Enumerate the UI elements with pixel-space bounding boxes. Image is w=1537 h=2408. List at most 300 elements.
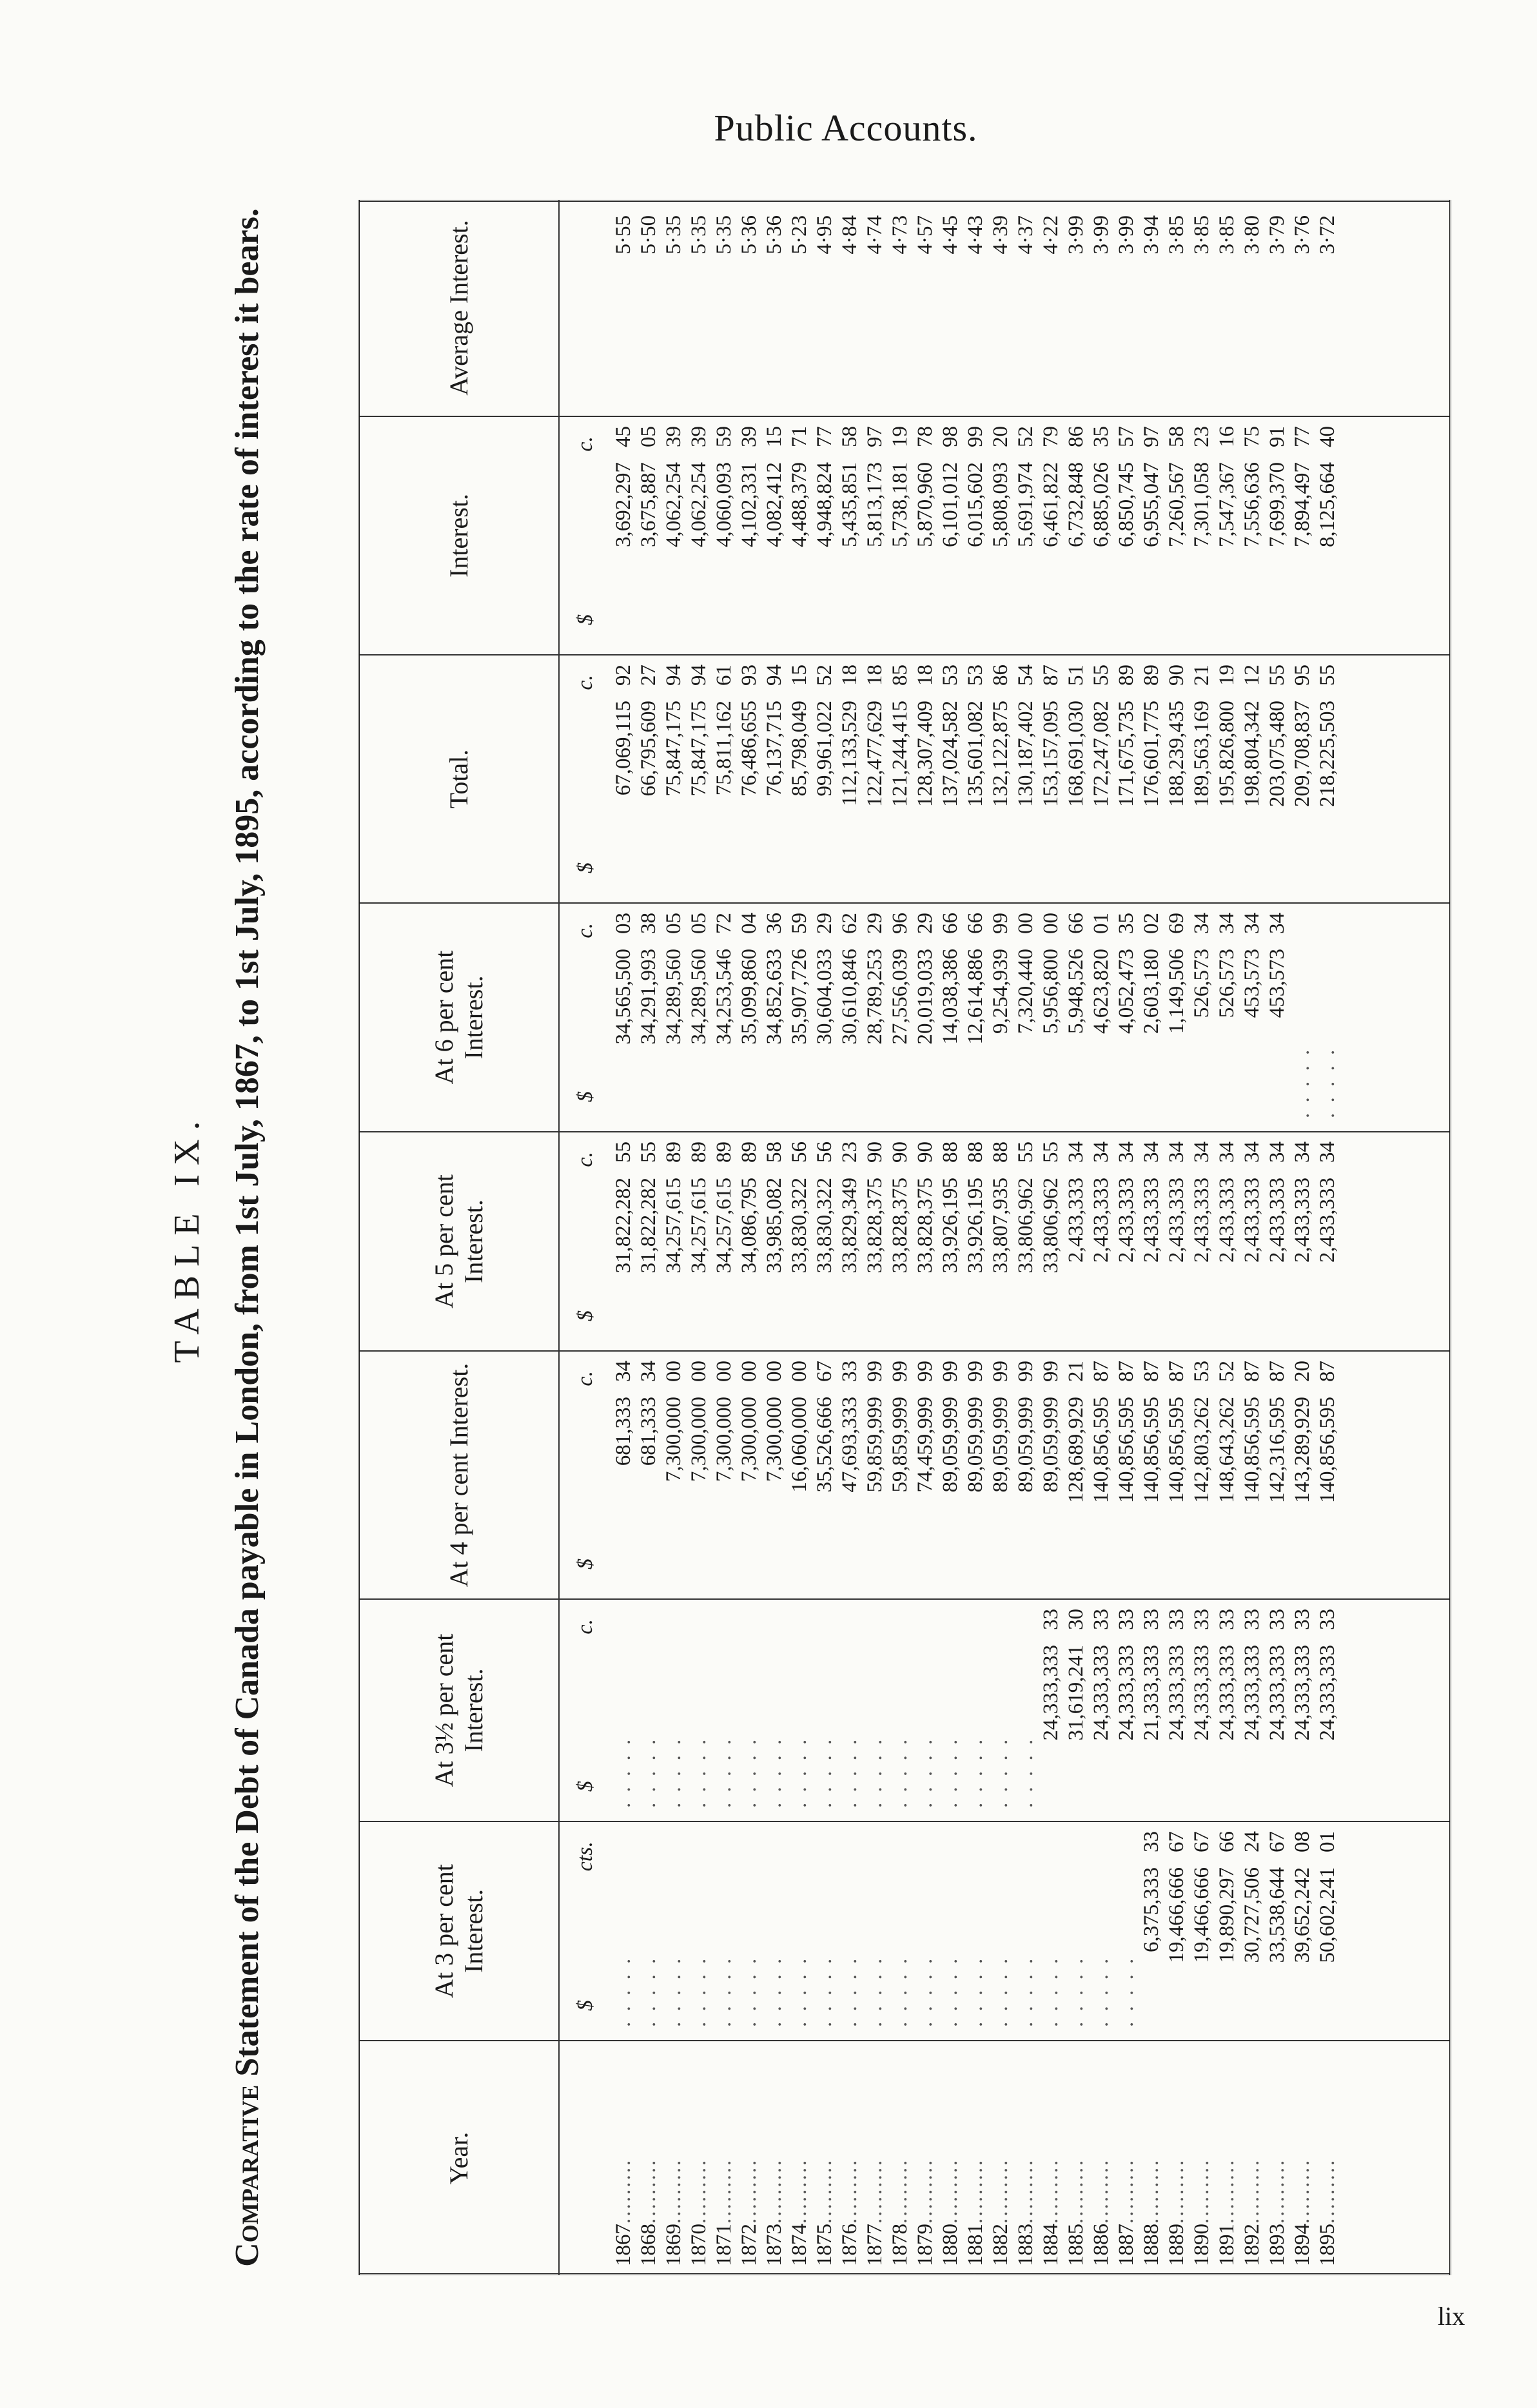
- dollars-value: 31,822,282: [612, 1178, 635, 1274]
- average-value: 3·80: [1240, 215, 1264, 255]
- p3-row: [1215, 1822, 1240, 2040]
- p6-row: [787, 904, 812, 1131]
- cents-value: 87: [1090, 1361, 1113, 1382]
- p35-row: [863, 1600, 888, 1821]
- p3-row: [938, 1822, 963, 2040]
- cents-value: 53: [1190, 1361, 1213, 1382]
- average-row: [863, 200, 888, 416]
- average-value: 3·85: [1165, 215, 1188, 255]
- dollars-value: 20,019,033: [914, 949, 937, 1045]
- total-row: [611, 655, 636, 902]
- cents-value: 24: [1240, 1831, 1264, 1852]
- empty-leader: . . . . .: [637, 1956, 660, 2027]
- 6-percent-cells: [611, 904, 1340, 1131]
- cents-value: 23: [838, 1141, 861, 1163]
- year-label: 1872: [738, 2224, 761, 2266]
- p6-row: [687, 904, 712, 1131]
- p35-row: [762, 1600, 787, 1821]
- p4-row: [787, 1352, 812, 1598]
- empty-leader: . . . . .: [788, 1736, 811, 1808]
- dollars-value: 7,547,367: [1215, 462, 1238, 547]
- dollars-value: 31,822,282: [637, 1178, 660, 1274]
- dollars-value: 153,157,095: [1039, 701, 1062, 807]
- dollars-value: 135,601,082: [964, 701, 987, 807]
- empty-leader: . . . . .: [612, 1956, 635, 2027]
- cents-value: 52: [1014, 426, 1037, 447]
- average-row: [1089, 200, 1114, 416]
- average-row: [812, 200, 837, 416]
- dollars-value: 7,894,497: [1291, 462, 1314, 547]
- dollars-value: 122,477,629: [863, 701, 886, 807]
- cents-value: 34: [1115, 1141, 1138, 1163]
- total-row: [1013, 655, 1039, 902]
- p6-row: [1089, 904, 1114, 1131]
- cents-value: 34: [1215, 913, 1238, 934]
- p35-row: [938, 1600, 963, 1821]
- dollars-value: 34,257,615: [687, 1178, 710, 1274]
- cents-value: 89: [712, 1141, 736, 1163]
- dollars-value: 5,435,851: [838, 462, 861, 547]
- empty-leader: . . . . .: [712, 1736, 736, 1808]
- dollars-value: 5,813,173: [863, 462, 886, 547]
- empty-leader: . . . . .: [813, 1736, 836, 1808]
- cents-value: 33: [838, 1361, 861, 1382]
- dollars-value: 2,433,333: [1240, 1178, 1264, 1263]
- dollars-value: 2,603,180: [1140, 949, 1163, 1034]
- dollars-value: 5,691,974: [1014, 462, 1037, 547]
- year-cell: [913, 2041, 938, 2275]
- cents-value: 21: [1190, 665, 1213, 686]
- cents-value: 52: [813, 665, 836, 686]
- empty-leader: . . . . .: [788, 1956, 811, 2027]
- average-row: [1064, 200, 1089, 416]
- cents-value: 75: [1240, 426, 1264, 447]
- leader-dots: .........: [914, 2158, 937, 2224]
- empty-leader: . . . . .: [914, 1736, 937, 1808]
- cents-value: 56: [788, 1141, 811, 1163]
- p5-row: [963, 1132, 988, 1350]
- year-cell: [863, 2041, 888, 2275]
- year-label: 1880: [939, 2224, 962, 2266]
- cents-value: 16: [1215, 426, 1238, 447]
- dollars-value: 140,856,595: [1090, 1397, 1113, 1503]
- p35-row: [1164, 1600, 1189, 1821]
- cents-value: 35: [1115, 913, 1138, 934]
- year-label: 1885: [1064, 2224, 1088, 2266]
- column-units-interest: $ c.: [573, 436, 597, 625]
- interest-row: [1265, 417, 1290, 654]
- dollars-value: 89,059,999: [1014, 1397, 1037, 1493]
- cents-value: 52: [1215, 1361, 1238, 1382]
- p4-row: [837, 1352, 863, 1598]
- cents-value: 00: [662, 1361, 685, 1382]
- debt-table: [358, 200, 1451, 2275]
- cents-value: 57: [1115, 426, 1138, 447]
- cents-value: 34: [612, 1361, 635, 1382]
- leader-dots: .........: [1039, 2158, 1062, 2224]
- year-cells: [611, 2041, 1340, 2275]
- dollars-value: 681,333: [612, 1397, 635, 1466]
- year-label: 1879: [914, 2224, 937, 2266]
- p3-row: [611, 1822, 636, 2040]
- total-cells: [611, 655, 1340, 902]
- cents-value: 87: [1316, 1361, 1339, 1382]
- cents-value: 45: [612, 426, 635, 447]
- dollars-value: 5,870,960: [914, 462, 937, 547]
- p35-row: [1013, 1600, 1039, 1821]
- dollars-value: 4,082,412: [763, 462, 786, 547]
- cents-value: 67: [813, 1361, 836, 1382]
- cents-value: 30: [1064, 1609, 1088, 1630]
- leader-dots: .........: [687, 2158, 710, 2224]
- p5-row: [712, 1132, 737, 1350]
- cents-value: 86: [989, 665, 1012, 686]
- average-row: [1215, 200, 1240, 416]
- empty-leader: . . . . .: [1014, 1736, 1037, 1808]
- p35-row: [1139, 1600, 1164, 1821]
- p35-row: [913, 1600, 938, 1821]
- dollars-value: 188,239,435: [1165, 701, 1188, 807]
- dollars-value: 33,926,195: [939, 1178, 962, 1274]
- dollars-value: 3,675,887: [637, 462, 660, 547]
- cents-value: 87: [1039, 665, 1062, 686]
- empty-leader: . . . . .: [712, 1956, 736, 2027]
- p3-row: [1164, 1822, 1189, 2040]
- cents-value: 34: [1240, 1141, 1264, 1163]
- total-row: [1089, 655, 1114, 902]
- p35-row: [963, 1600, 988, 1821]
- total-row: [1039, 655, 1064, 902]
- average-cells: [611, 200, 1340, 416]
- column-3-5-percent: [360, 1598, 1449, 1821]
- dollars-value: 3,692,297: [612, 462, 635, 547]
- year-label: 1877: [863, 2224, 886, 2266]
- dollars-value: 209,708,837: [1291, 701, 1314, 807]
- dollars-value: 218,225,503: [1316, 701, 1339, 807]
- p5-row: [611, 1132, 636, 1350]
- p35-row: [787, 1600, 812, 1821]
- year-cell: [1215, 2041, 1240, 2275]
- dollars-value: 4,623,820: [1090, 949, 1113, 1034]
- dollars-value: 7,556,636: [1240, 462, 1264, 547]
- average-row: [787, 200, 812, 416]
- average-value: 3·85: [1190, 215, 1213, 255]
- year-cell: [837, 2041, 863, 2275]
- dollars-value: 33,807,935: [989, 1178, 1012, 1274]
- year-cell: [1013, 2041, 1039, 2275]
- cents-value: 62: [838, 913, 861, 934]
- cents-value: 34: [1190, 913, 1213, 934]
- p3-row: [687, 1822, 712, 2040]
- dollars-value: 4,062,254: [662, 462, 685, 547]
- cents-value: 59: [712, 426, 736, 447]
- dollars-value: 6,850,745: [1115, 462, 1138, 547]
- interest-row: [863, 417, 888, 654]
- cents-value: 34: [1140, 1141, 1163, 1163]
- cents-value: 55: [612, 1141, 635, 1163]
- p5-row: [938, 1132, 963, 1350]
- total-row: [1240, 655, 1265, 902]
- average-row: [1139, 200, 1164, 416]
- dollars-value: 4,060,093: [712, 462, 736, 547]
- empty-leader: . . . . .: [838, 1956, 861, 2027]
- p35-row: [737, 1600, 762, 1821]
- interest-row: [787, 417, 812, 654]
- leader-dots: .........: [1064, 2158, 1088, 2224]
- cents-value: 00: [738, 1361, 761, 1382]
- cents-value: 02: [1140, 913, 1163, 934]
- dollars-value: 33,985,082: [763, 1178, 786, 1274]
- total-row: [812, 655, 837, 902]
- interest-row: [1089, 417, 1114, 654]
- average-value: 4·95: [813, 215, 836, 255]
- leader-dots: .........: [1291, 2158, 1314, 2224]
- interest-row: [1189, 417, 1215, 654]
- empty-leader: . . . . .: [662, 1956, 685, 2027]
- leader-dots: .........: [612, 2158, 635, 2224]
- dollars-value: 195,826,800: [1215, 701, 1238, 807]
- p3-row: [1265, 1822, 1290, 2040]
- dollars-value: 6,955,047: [1140, 462, 1163, 547]
- year-label: 1873: [763, 2224, 786, 2266]
- dollars-value: 14,038,386: [939, 949, 962, 1045]
- dollars-value: 34,257,615: [662, 1178, 685, 1274]
- cents-value: 55: [1014, 1141, 1037, 1163]
- p4-row: [636, 1352, 661, 1598]
- year-cell: [1039, 2041, 1064, 2275]
- p35-row: [1114, 1600, 1139, 1821]
- column-3-percent: [360, 1821, 1449, 2040]
- cents-value: 89: [662, 1141, 685, 1163]
- interest-row: [812, 417, 837, 654]
- interest-row: [1290, 417, 1315, 654]
- cents-value: 87: [1266, 1361, 1289, 1382]
- year-cell: [988, 2041, 1013, 2275]
- cents-value: 34: [1215, 1141, 1238, 1163]
- interest-row: [938, 417, 963, 654]
- leader-dots: .........: [1090, 2158, 1113, 2224]
- empty-leader: . . . . .: [989, 1736, 1012, 1808]
- p3-row: [636, 1822, 661, 2040]
- cents-value: 33: [1316, 1609, 1339, 1630]
- total-row: [661, 655, 687, 902]
- p3-row: [837, 1822, 863, 2040]
- total-row: [712, 655, 737, 902]
- dollars-value: 99,961,022: [813, 701, 836, 797]
- p6-row: [1265, 904, 1290, 1131]
- average-row: [913, 200, 938, 416]
- dollars-value: 526,573: [1190, 949, 1213, 1018]
- p6-row: [762, 904, 787, 1131]
- total-row: [1265, 655, 1290, 902]
- cents-value: 99: [863, 1361, 886, 1382]
- interest-row: [636, 417, 661, 654]
- dollars-value: 24,333,333: [1039, 1645, 1062, 1741]
- dollars-value: 7,301,058: [1190, 462, 1213, 547]
- p35-row: [1315, 1600, 1340, 1821]
- column-year: [360, 2040, 1449, 2275]
- p4-row: [1114, 1352, 1139, 1598]
- dollars-value: 6,732,848: [1064, 462, 1088, 547]
- cents-value: 33: [1240, 1609, 1264, 1630]
- interest-row: [837, 417, 863, 654]
- dollars-value: 172,247,082: [1090, 701, 1113, 807]
- dollars-value: 34,852,633: [763, 949, 786, 1045]
- dollars-value: 24,333,333: [1291, 1645, 1314, 1741]
- cents-value: 33: [1190, 1609, 1213, 1630]
- dollars-value: 4,062,254: [687, 462, 710, 547]
- year-label: 1895: [1316, 2224, 1339, 2266]
- p35-row: [687, 1600, 712, 1821]
- p35-row: [1089, 1600, 1114, 1821]
- year-cell: [1089, 2041, 1114, 2275]
- interest-row: [888, 417, 913, 654]
- dollars-value: 1,149,506: [1165, 949, 1188, 1034]
- running-head: Public Accounts.: [714, 107, 978, 149]
- cents-value: 34: [1291, 1141, 1314, 1163]
- cents-value: 67: [1190, 1831, 1213, 1852]
- p4-row: [863, 1352, 888, 1598]
- dollars-value: 21,333,333: [1140, 1645, 1163, 1741]
- p35-row: [1240, 1600, 1265, 1821]
- average-value: 3·72: [1316, 215, 1339, 255]
- cents-value: 87: [1165, 1361, 1188, 1382]
- dollars-value: 7,300,000: [687, 1397, 710, 1482]
- average-row: [1114, 200, 1139, 416]
- dollars-value: 34,565,500: [612, 949, 635, 1045]
- p6-row: [1240, 904, 1265, 1131]
- cents-value: 99: [1039, 1361, 1062, 1382]
- dollars-value: 5,956,800: [1039, 949, 1062, 1034]
- dollars-value: 67,069,115: [612, 701, 635, 796]
- empty-leader: . . . . .: [738, 1956, 761, 2027]
- p5-row: [762, 1132, 787, 1350]
- cents-value: 38: [637, 913, 660, 934]
- column-header-interest: Interest.: [360, 417, 560, 654]
- dollars-value: 2,433,333: [1115, 1178, 1138, 1263]
- dollars-value: 189,563,169: [1190, 701, 1213, 807]
- year-cell: [787, 2041, 812, 2275]
- interest-row: [1064, 417, 1089, 654]
- column-header-3-5-percent: At 3½ per cent Interest.: [360, 1600, 560, 1821]
- total-row: [1139, 655, 1164, 902]
- cents-value: 29: [813, 913, 836, 934]
- leader-dots: .........: [738, 2158, 761, 2224]
- cents-value: 29: [914, 913, 937, 934]
- interest-row: [661, 417, 687, 654]
- p4-row: [1315, 1352, 1340, 1598]
- p35-row: [988, 1600, 1013, 1821]
- dollars-value: 76,486,655: [738, 701, 761, 797]
- dollars-value: 34,257,615: [712, 1178, 736, 1274]
- dollars-value: 7,300,000: [763, 1397, 786, 1482]
- average-row: [1189, 200, 1215, 416]
- p4-row: [988, 1352, 1013, 1598]
- cents-value: 99: [939, 1361, 962, 1382]
- dollars-value: 33,806,962: [1039, 1178, 1062, 1274]
- p5-row: [1240, 1132, 1265, 1350]
- column-header-3-percent: At 3 per cent Interest.: [360, 1822, 560, 2040]
- dollars-value: 19,466,666: [1165, 1867, 1188, 1963]
- dollars-value: 142,803,262: [1190, 1397, 1213, 1503]
- dollars-value: 24,333,333: [1266, 1645, 1289, 1741]
- cents-value: 90: [1165, 665, 1188, 686]
- p5-row: [687, 1132, 712, 1350]
- cents-value: 89: [1140, 665, 1163, 686]
- dollars-value: 7,300,000: [712, 1397, 736, 1482]
- p4-row: [1064, 1352, 1089, 1598]
- dollars-value: 681,333: [637, 1397, 660, 1466]
- average-value: 5·35: [687, 215, 710, 255]
- cents-value: 33: [1291, 1609, 1314, 1630]
- dollars-value: 140,856,595: [1240, 1397, 1264, 1503]
- year-label: 1887: [1115, 2224, 1138, 2266]
- cents-value: 77: [813, 426, 836, 447]
- average-value: 5·36: [763, 215, 786, 255]
- cents-value: 33: [1039, 1609, 1062, 1630]
- cents-value: 00: [1039, 913, 1062, 934]
- interest-row: [1315, 417, 1340, 654]
- average-value: 3·94: [1140, 215, 1163, 255]
- average-row: [687, 200, 712, 416]
- average-row: [1290, 200, 1315, 416]
- dollars-value: 2,433,333: [1190, 1178, 1213, 1263]
- dollars-value: 140,856,595: [1140, 1397, 1163, 1503]
- p4-row: [888, 1352, 913, 1598]
- cents-value: 90: [863, 1141, 886, 1163]
- p4-row: [737, 1352, 762, 1598]
- total-row: [988, 655, 1013, 902]
- average-row: [1265, 200, 1290, 416]
- dollars-value: 30,604,033: [813, 949, 836, 1045]
- empty-leader: . . . . .: [1064, 1956, 1088, 2027]
- p6-row: [1013, 904, 1039, 1131]
- p5-row: [1290, 1132, 1315, 1350]
- p3-row: [1114, 1822, 1139, 2040]
- p4-row: [1164, 1352, 1189, 1598]
- empty-leader: . . . . .: [1115, 1956, 1138, 2027]
- cents-value: 18: [863, 665, 886, 686]
- p35-row: [1189, 1600, 1215, 1821]
- p5-row: [1265, 1132, 1290, 1350]
- caption-lead: Comparative: [229, 2084, 266, 2267]
- average-value: 4·39: [989, 215, 1012, 255]
- column-units-3-percent: $ cts.: [573, 1841, 597, 2011]
- dollars-value: 203,075,480: [1266, 701, 1289, 807]
- p5-row: [787, 1132, 812, 1350]
- total-row: [1189, 655, 1215, 902]
- average-value: 5·35: [712, 215, 736, 255]
- p5-row: [1164, 1132, 1189, 1350]
- cents-value: 05: [687, 913, 710, 934]
- cents-value: 00: [763, 1361, 786, 1382]
- dollars-value: 130,187,402: [1014, 701, 1037, 807]
- dollars-value: 2,433,333: [1266, 1178, 1289, 1263]
- average-value: 4·84: [838, 215, 861, 255]
- dollars-value: 89,059,999: [939, 1397, 962, 1493]
- dollars-value: 6,461,822: [1039, 462, 1062, 547]
- dollars-value: 5,738,181: [888, 462, 912, 547]
- dollars-value: 28,789,253: [863, 949, 886, 1045]
- cents-value: 40: [1316, 426, 1339, 447]
- cents-value: 99: [964, 426, 987, 447]
- dollars-value: 6,885,026: [1090, 462, 1113, 547]
- leader-dots: .........: [939, 2158, 962, 2224]
- dollars-value: 35,099,860: [738, 949, 761, 1045]
- cents-value: 99: [989, 913, 1012, 934]
- average-value: 5·36: [738, 215, 761, 255]
- average-row: [737, 200, 762, 416]
